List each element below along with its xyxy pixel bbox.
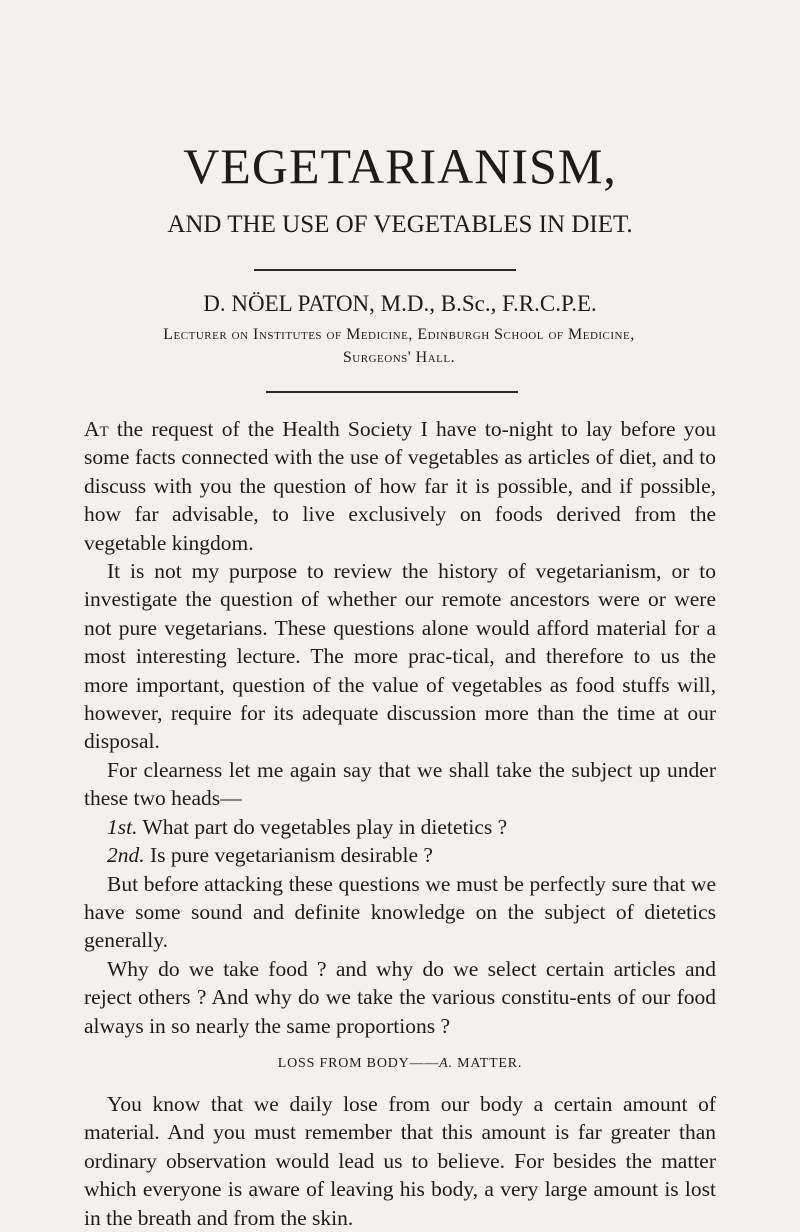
section-heading-main: LOSS FROM BODY—— bbox=[277, 1055, 440, 1071]
paragraph-1 bbox=[84, 415, 716, 557]
section-heading-rest: MATTER. bbox=[452, 1055, 523, 1071]
list-item-2 bbox=[84, 841, 716, 869]
divider-top bbox=[254, 269, 516, 271]
document-title: VEGETARIANISM, bbox=[183, 138, 617, 194]
paragraph-1-lead: At bbox=[84, 417, 109, 441]
paragraph-2: It is not my purpose to review the history of vegetarianism, or to investigate the question of whether our remote ancestors were or were not pure vegetarians. These questions alone would afford material for a most interesting lecture. The more prac-tical, and therefore to us the more important, question of the value of vegetables as food stuffs will, however, require for its adequate discussion more than the time at our disposal. bbox=[84, 559, 716, 754]
section-heading-letter: A. bbox=[439, 1055, 453, 1071]
paragraph-5: Why do we take food ? and why do we select certain articles and reject others ? And why do we take the various constitu-ents of our food always in so nearly the same proportions ? bbox=[84, 956, 716, 1038]
list-item-1-marker: 1st. bbox=[107, 814, 138, 839]
section-heading bbox=[84, 1054, 716, 1074]
list-item-1 bbox=[84, 813, 716, 841]
paragraph-6: You know that we daily lose from our body a certain amount of material. And you must remember that this amount is far greater than ordinary observation would lead us to believe. For besides the matter which everyone is aware of leaving his body, a very large amount is lost in the breath and from the skin. bbox=[84, 1091, 716, 1230]
list-item-2-text: Is pure vegetarianism desirable ? bbox=[144, 843, 433, 868]
paragraph-3: For clearness let me again say that we shall take the subject up under these two heads— bbox=[84, 757, 716, 811]
paragraph-4: But before attacking these questions we must be perfectly sure that we have some sound and definite knowledge on the subject of dietetics generally. bbox=[84, 871, 716, 953]
affiliation-line-2: Surgeons' Hall. bbox=[342, 349, 456, 366]
divider-bottom bbox=[266, 391, 518, 393]
list-item-2-marker: 2nd. bbox=[107, 843, 145, 868]
list-item-1-text: What part do vegetables play in dietetics ? bbox=[137, 814, 508, 839]
author-line: D. NÖEL PATON, M.D., B.Sc., F.R.C.P.E. bbox=[203, 291, 597, 316]
affiliation-line-1: Lecturer on Institutes of Medicine, Edinburgh School of Medicine, bbox=[163, 326, 635, 343]
paragraph-1-text: the request of the Health Society I have to-night to lay before you some facts connected with the use of vegetables as articles of diet, and to discuss with you the question of how far it is possible, and if possible, how far advisable, to live exclusively on foods derived from the vegetable kingdom. bbox=[84, 417, 716, 555]
document-subtitle: AND THE USE OF VEGETABLES IN DIET. bbox=[167, 211, 633, 238]
affiliation bbox=[84, 323, 714, 369]
body-text bbox=[84, 415, 716, 1232]
